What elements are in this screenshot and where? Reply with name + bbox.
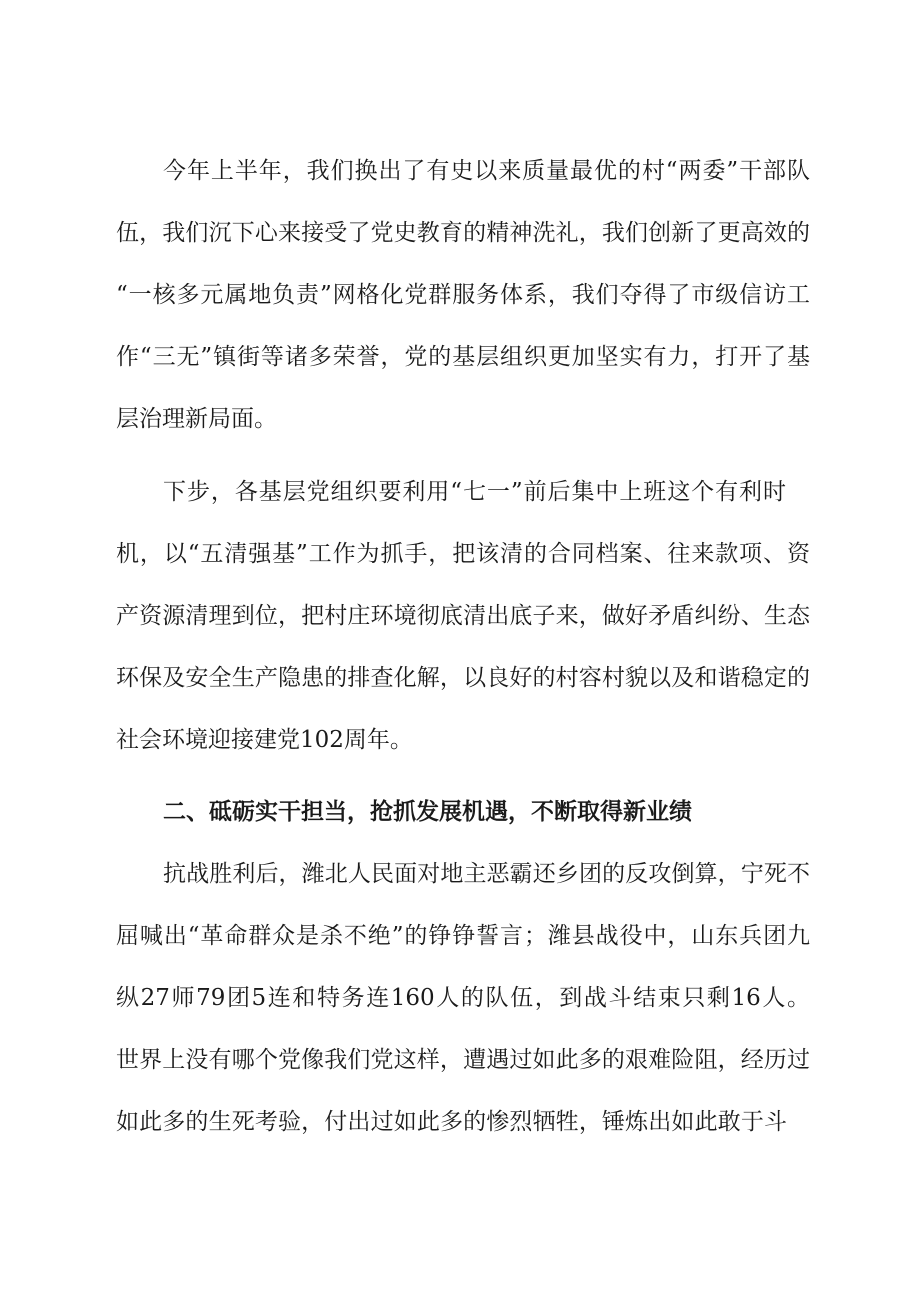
paragraph-3-line-1: 抗战胜利后，潍北人民面对地主恶霸还乡团的反攻倒算，宁死不 bbox=[163, 861, 810, 887]
paragraph-1-line-1: 今年上半年，我们换出了有史以来质量最优的村“两委”干部队 bbox=[163, 158, 810, 184]
paragraph-1-line-2: 伍，我们沉下心来接受了党史教育的精神洗礼，我们创新了更高效的 bbox=[116, 220, 810, 246]
paragraph-1-line-5: 层治理新局面。 bbox=[116, 406, 277, 432]
paragraph-3-line-3: 纵27师79团5连和特务连160人的队伍，到战斗结束只剩16人。 bbox=[116, 985, 810, 1011]
section-heading: 二、砥砺实干担当，抢抓发展机遇，不断取得新业绩 bbox=[163, 798, 692, 825]
paragraph-3-line-2: 屈喊出“革命群众是杀不绝”的铮铮誓言；潍县战役中，山东兵团九 bbox=[116, 923, 810, 949]
paragraph-2-line-5: 社会环境迎接建党102周年。 bbox=[116, 727, 413, 753]
paragraph-2-line-1: 下步，各基层党组织要利用“七一”前后集中上班这个有利时 bbox=[163, 479, 786, 505]
paragraph-2-line-3: 产资源清理到位，把村庄环境彻底清出底子来，做好矛盾纠纷、生态 bbox=[116, 603, 810, 629]
paragraph-1-line-3: “一核多元属地负责”网格化党群服务体系，我们夺得了市级信访工 bbox=[116, 282, 810, 308]
paragraph-2-line-2: 机，以“五清强基”工作为抓手，把该清的合同档案、往来款项、资 bbox=[116, 541, 810, 567]
paragraph-2-line-4: 环保及安全生产隐患的排查化解，以良好的村容村貌以及和谐稳定的 bbox=[116, 665, 810, 691]
paragraph-3-line-4: 世界上没有哪个党像我们党这样，遭遇过如此多的艰难险阻，经历过 bbox=[116, 1047, 810, 1073]
paragraph-3-line-5: 如此多的生死考验，付出过如此多的惨烈牺牲，锤炼出如此敢于斗 bbox=[116, 1109, 787, 1135]
paragraph-1-line-4: 作“三无”镇街等诸多荣誉，党的基层组织更加坚实有力，打开了基 bbox=[116, 344, 810, 370]
